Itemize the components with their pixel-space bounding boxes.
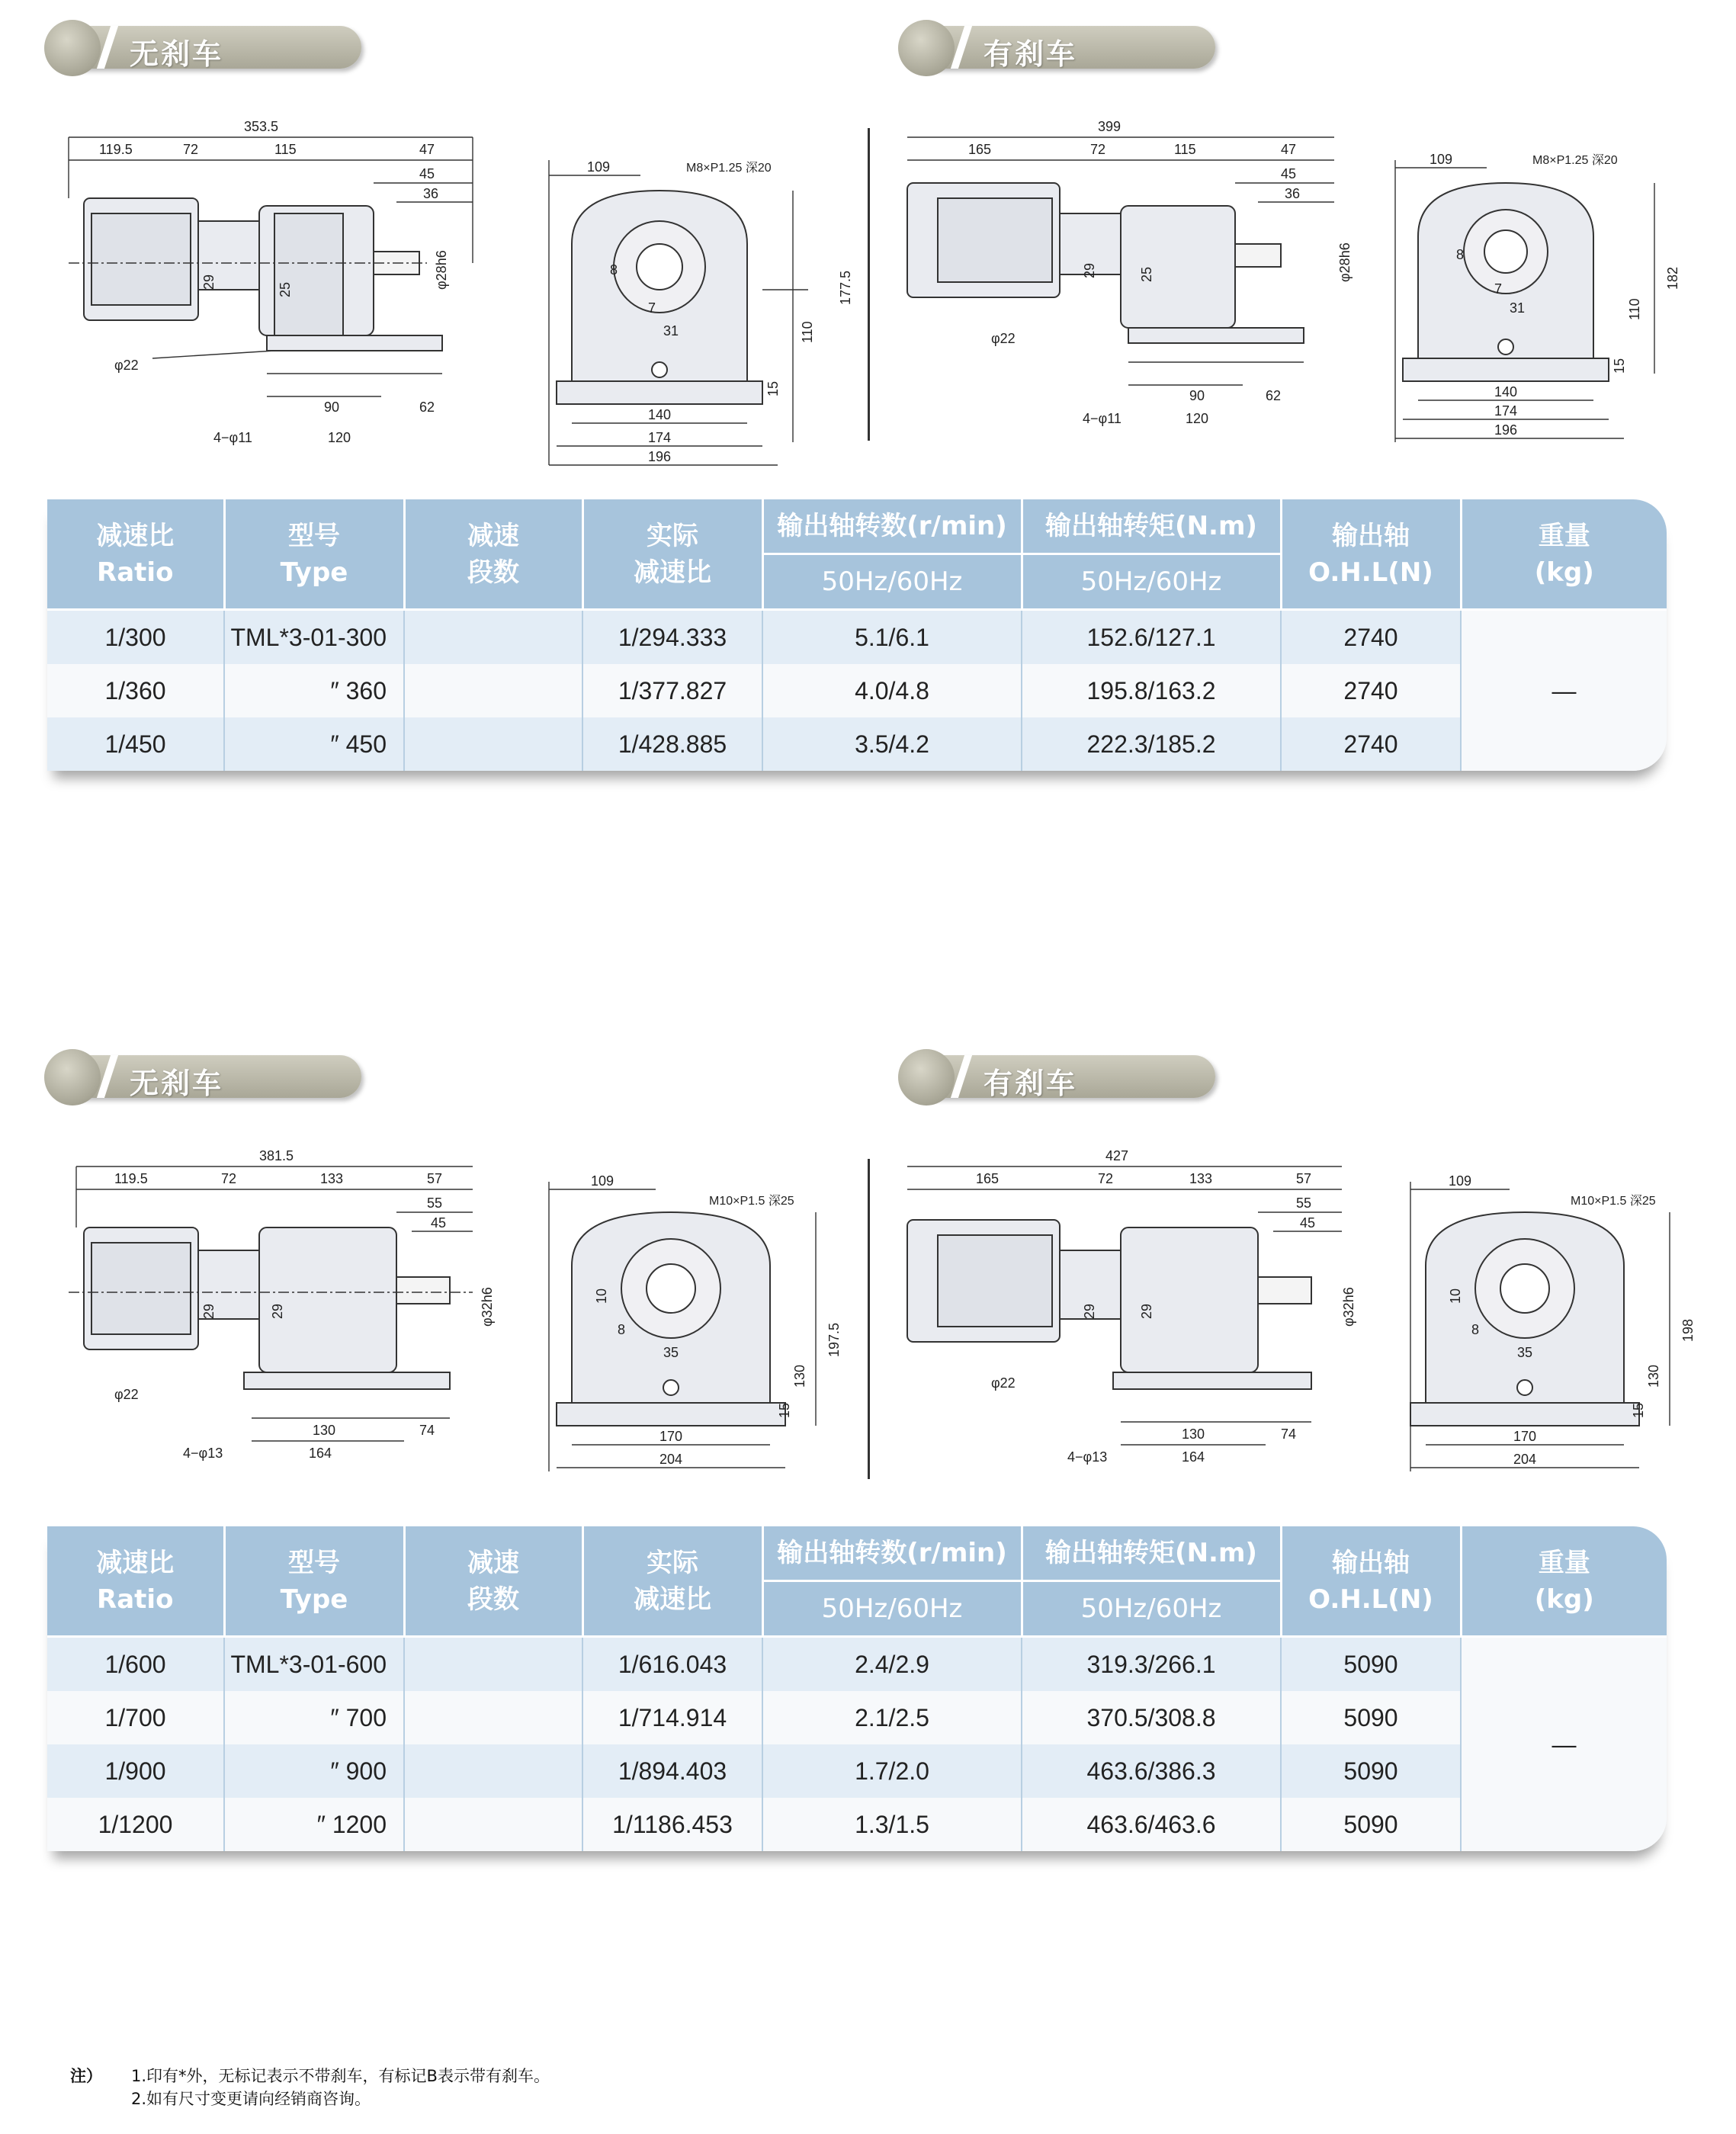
dim-k7: 8 — [1471, 1322, 1480, 1337]
dim-b140: 140 — [1494, 384, 1518, 400]
cell-torque: 195.8/163.2 — [1022, 664, 1281, 717]
dim-b140: 170 — [1513, 1429, 1537, 1444]
dim-base2: 62 — [1266, 388, 1282, 403]
side-view-drawing — [46, 1136, 518, 1494]
dim-d5: 45 — [419, 166, 435, 181]
tab-label: 无刹车 — [130, 37, 224, 71]
dim-k31: 35 — [1517, 1345, 1533, 1360]
dim-shaft: φ32h6 — [480, 1287, 495, 1327]
side-view-drawing-brake — [892, 1136, 1365, 1494]
dim-d2: 72 — [221, 1171, 237, 1186]
spec-table-2 — [47, 1526, 1667, 1851]
cell-torque: 463.6/386.3 — [1022, 1744, 1281, 1798]
header-torque: 输出轴转矩(N.m) — [1022, 1526, 1281, 1581]
dim-base2: 62 — [419, 400, 435, 415]
dim-d4: 57 — [1296, 1171, 1312, 1186]
cell-type: ″ 1200 — [224, 1798, 404, 1851]
header-type: 型号 Type — [224, 499, 404, 610]
front-view-drawing — [526, 137, 854, 473]
dim-d1: 165 — [968, 142, 992, 157]
dim-thread: M8×P1.25 深20 — [1532, 154, 1618, 167]
dim-d5: 55 — [427, 1195, 443, 1211]
dim-w-top: 109 — [1430, 152, 1453, 167]
header-stage: 减速 段数 — [404, 1526, 582, 1637]
cell-ohl: 2740 — [1281, 610, 1461, 665]
cell-actual: 1/714.914 — [582, 1691, 762, 1744]
dim-height: 182 — [1665, 266, 1680, 290]
dim-b174: 204 — [659, 1452, 683, 1467]
dim-d4: 57 — [427, 1171, 443, 1186]
cell-torque: 319.3/266.1 — [1022, 1637, 1281, 1692]
dim-d3: 133 — [1189, 1171, 1213, 1186]
dim-d6: 45 — [431, 1215, 447, 1231]
dim-k8: 10 — [594, 1288, 609, 1304]
dim-h110: 110 — [1627, 298, 1642, 320]
tab-no-brake-2 — [44, 1049, 364, 1100]
cell-type: ″ 360 — [224, 664, 404, 717]
cell-actual: 1/294.333 — [582, 610, 762, 665]
dim-base1: 130 — [313, 1423, 336, 1438]
table-row — [47, 664, 1667, 717]
dim-h25: 29 — [270, 1303, 285, 1319]
footnote-head: 注） — [70, 2067, 102, 2085]
cell-stage — [404, 1637, 582, 1692]
dim-base3: 164 — [309, 1446, 332, 1461]
tab-brake-2 — [898, 1049, 1218, 1100]
header-weight: 重量 (kg) — [1461, 1526, 1667, 1637]
table-row — [47, 1637, 1667, 1692]
dim-thread: M10×P1.5 深25 — [1571, 1195, 1656, 1208]
cell-stage — [404, 610, 582, 665]
tab-brake-1 — [898, 20, 1218, 71]
dim-holes: 4−φ11 — [1083, 411, 1122, 426]
dim-k8: 8 — [1456, 247, 1465, 262]
front-view-drawing — [534, 1159, 854, 1494]
dim-overall: 353.5 — [244, 119, 279, 134]
dim-k7: 8 — [618, 1322, 626, 1337]
cell-ratio: 1/300 — [47, 610, 224, 665]
dim-h15: 15 — [765, 380, 781, 396]
header-speed-sub: 50Hz/60Hz — [762, 1581, 1022, 1637]
dim-b196: 196 — [648, 449, 672, 464]
dim-base1: 130 — [1182, 1426, 1205, 1442]
dim-d1: 165 — [976, 1171, 1000, 1186]
dim-h110: 130 — [1646, 1364, 1661, 1388]
cell-actual: 1/377.827 — [582, 664, 762, 717]
table-row — [47, 1798, 1667, 1851]
cell-speed: 3.5/4.2 — [762, 717, 1022, 771]
dim-b174: 204 — [1513, 1452, 1537, 1467]
dim-base2: 74 — [1281, 1426, 1297, 1442]
dim-k31: 35 — [663, 1345, 679, 1360]
cell-torque: 222.3/185.2 — [1022, 717, 1281, 771]
tab-label: 有刹车 — [984, 1067, 1078, 1100]
footnote-1: 1.印有*外，无标记表示不带刹车，有标记B表示带有刹车。 — [131, 2067, 550, 2085]
cell-weight: — — [1461, 610, 1667, 772]
header-weight: 重量 (kg) — [1461, 499, 1667, 610]
dim-b174: 174 — [1494, 403, 1518, 419]
spec-table-1 — [47, 499, 1667, 771]
header-ratio: 减速比 Ratio — [47, 499, 224, 610]
dim-h25: 25 — [278, 281, 293, 297]
dim-d6: 36 — [423, 186, 439, 201]
cell-weight: — — [1461, 1637, 1667, 1852]
cell-ratio: 1/600 — [47, 1637, 224, 1692]
dim-d2: 72 — [183, 142, 199, 157]
dim-b140: 140 — [648, 407, 672, 422]
header-torque: 输出轴转矩(N.m) — [1022, 499, 1281, 554]
dim-h15: 15 — [1612, 358, 1627, 374]
dim-height: 197.5 — [826, 1322, 842, 1357]
table-row — [47, 717, 1667, 771]
dim-holes: 4−φ13 — [1067, 1449, 1108, 1465]
dim-h29: 29 — [1082, 262, 1097, 278]
cell-stage — [404, 664, 582, 717]
header-speed: 输出轴转数(r/min) — [762, 1526, 1022, 1581]
front-view-drawing-brake — [1380, 145, 1685, 457]
header-ohl: 输出轴 O.H.L(N) — [1281, 499, 1461, 610]
cell-stage — [404, 1691, 582, 1744]
header-torque-sub: 50Hz/60Hz — [1022, 1581, 1281, 1637]
header-ratio: 减速比 Ratio — [47, 1526, 224, 1637]
dim-h29: 29 — [201, 1303, 217, 1319]
tab-label: 无刹车 — [130, 1067, 224, 1100]
dim-d2: 72 — [1098, 1171, 1114, 1186]
dim-h25: 29 — [1139, 1303, 1154, 1319]
dim-d5: 45 — [1281, 166, 1297, 181]
section-divider — [868, 128, 870, 441]
dim-h29: 29 — [201, 274, 217, 290]
cell-stage — [404, 717, 582, 771]
side-view-drawing-brake — [892, 107, 1365, 442]
cell-type: ″ 700 — [224, 1691, 404, 1744]
cell-actual: 1/1186.453 — [582, 1798, 762, 1851]
cell-speed: 1.7/2.0 — [762, 1744, 1022, 1798]
dim-b196: 196 — [1494, 422, 1518, 438]
cell-torque: 463.6/463.6 — [1022, 1798, 1281, 1851]
dim-height: 177.5 — [838, 270, 853, 305]
cell-actual: 1/428.885 — [582, 717, 762, 771]
dim-base3: 164 — [1182, 1449, 1205, 1465]
dim-k31: 31 — [663, 323, 679, 339]
footnote-2: 2.如有尺寸变更请向经销商咨询。 — [131, 2090, 371, 2108]
cell-ratio: 1/450 — [47, 717, 224, 771]
dim-h15: 15 — [777, 1402, 792, 1418]
dim-d6: 45 — [1300, 1215, 1316, 1231]
dim-d3: 115 — [1174, 142, 1196, 157]
cell-ohl: 5090 — [1281, 1637, 1461, 1692]
dim-d5: 55 — [1296, 1195, 1312, 1211]
cell-ratio: 1/700 — [47, 1691, 224, 1744]
dim-b174: 174 — [648, 430, 672, 445]
dim-shaft: φ32h6 — [1341, 1287, 1356, 1327]
cell-actual: 1/894.403 — [582, 1744, 762, 1798]
dim-d4: 47 — [419, 142, 435, 157]
cell-stage — [404, 1744, 582, 1798]
tab-label: 有刹车 — [984, 37, 1078, 71]
dim-b140: 170 — [659, 1429, 683, 1444]
dim-overall: 427 — [1105, 1148, 1129, 1163]
cell-speed: 4.0/4.8 — [762, 664, 1022, 717]
header-ohl: 输出轴 O.H.L(N) — [1281, 1526, 1461, 1637]
dim-d3: 115 — [274, 142, 297, 157]
cell-ratio: 1/1200 — [47, 1798, 224, 1851]
cell-stage — [404, 1798, 582, 1851]
table-row — [47, 1744, 1667, 1798]
tab-no-brake-1 — [44, 20, 364, 71]
cell-type: TML*3-01-300 — [224, 610, 404, 665]
cell-ratio: 1/900 — [47, 1744, 224, 1798]
dim-base3: 120 — [328, 430, 351, 445]
dim-d1: 119.5 — [114, 1171, 148, 1186]
cell-speed: 2.4/2.9 — [762, 1637, 1022, 1692]
side-view-drawing — [46, 107, 518, 465]
dim-k7: 7 — [1494, 281, 1503, 297]
dim-h15: 15 — [1631, 1402, 1646, 1418]
dim-overall: 399 — [1098, 119, 1122, 134]
dim-k7: 7 — [648, 300, 656, 316]
dim-shaft: φ28h6 — [434, 250, 449, 290]
cell-speed: 2.1/2.5 — [762, 1691, 1022, 1744]
header-speed-sub: 50Hz/60Hz — [762, 554, 1022, 610]
dim-motor-dia: φ22 — [991, 331, 1016, 346]
section-divider — [868, 1159, 870, 1479]
cell-torque: 370.5/308.8 — [1022, 1691, 1281, 1744]
dim-w-top: 109 — [591, 1173, 614, 1189]
header-speed: 输出轴转数(r/min) — [762, 499, 1022, 554]
header-actual-ratio: 实际 减速比 — [582, 1526, 762, 1637]
cell-ohl: 5090 — [1281, 1744, 1461, 1798]
dim-holes: 4−φ11 — [213, 430, 252, 445]
header-stage: 减速 段数 — [404, 499, 582, 610]
dim-motor-dia: φ22 — [114, 1387, 139, 1402]
dim-shaft: φ28h6 — [1337, 242, 1353, 282]
dim-d1: 119.5 — [99, 142, 133, 157]
dim-h110: 130 — [792, 1364, 807, 1388]
dim-w-top: 109 — [587, 159, 611, 175]
dim-motor-dia: φ22 — [991, 1375, 1016, 1391]
dim-h29: 29 — [1082, 1303, 1097, 1319]
cell-ohl: 5090 — [1281, 1691, 1461, 1744]
dim-height: 198 — [1680, 1318, 1696, 1342]
dim-w-top: 109 — [1449, 1173, 1472, 1189]
dim-base3: 120 — [1186, 411, 1209, 426]
dim-k31: 31 — [1510, 300, 1526, 316]
front-view-drawing-brake — [1395, 1159, 1700, 1494]
dim-base1: 90 — [1189, 388, 1205, 403]
dim-overall: 381.5 — [259, 1148, 294, 1163]
dim-d4: 47 — [1281, 142, 1297, 157]
header-torque-sub: 50Hz/60Hz — [1022, 554, 1281, 610]
dim-h25: 25 — [1139, 266, 1154, 282]
dim-motor-dia: φ22 — [114, 358, 139, 373]
cell-speed: 5.1/6.1 — [762, 610, 1022, 665]
dim-d6: 36 — [1285, 186, 1301, 201]
cell-type: ″ 900 — [224, 1744, 404, 1798]
dim-k8: 8 — [610, 262, 618, 278]
dim-k8: 10 — [1448, 1288, 1463, 1304]
dim-base2: 74 — [419, 1423, 435, 1438]
cell-type: TML*3-01-600 — [224, 1637, 404, 1692]
dim-d2: 72 — [1090, 142, 1106, 157]
cell-torque: 152.6/127.1 — [1022, 610, 1281, 665]
cell-ohl: 5090 — [1281, 1798, 1461, 1851]
cell-speed: 1.3/1.5 — [762, 1798, 1022, 1851]
dim-base1: 90 — [324, 400, 340, 415]
cell-actual: 1/616.043 — [582, 1637, 762, 1692]
table-row — [47, 1691, 1667, 1744]
header-type: 型号 Type — [224, 1526, 404, 1637]
dim-d3: 133 — [320, 1171, 344, 1186]
dim-thread: M8×P1.25 深20 — [686, 162, 772, 175]
dim-h110: 110 — [800, 321, 815, 343]
cell-ohl: 2740 — [1281, 717, 1461, 771]
cell-ratio: 1/360 — [47, 664, 224, 717]
cell-ohl: 2740 — [1281, 664, 1461, 717]
table-row — [47, 610, 1667, 665]
header-actual-ratio: 实际 减速比 — [582, 499, 762, 610]
cell-type: ″ 450 — [224, 717, 404, 771]
dim-thread: M10×P1.5 深25 — [709, 1195, 794, 1208]
dim-holes: 4−φ13 — [183, 1446, 223, 1461]
